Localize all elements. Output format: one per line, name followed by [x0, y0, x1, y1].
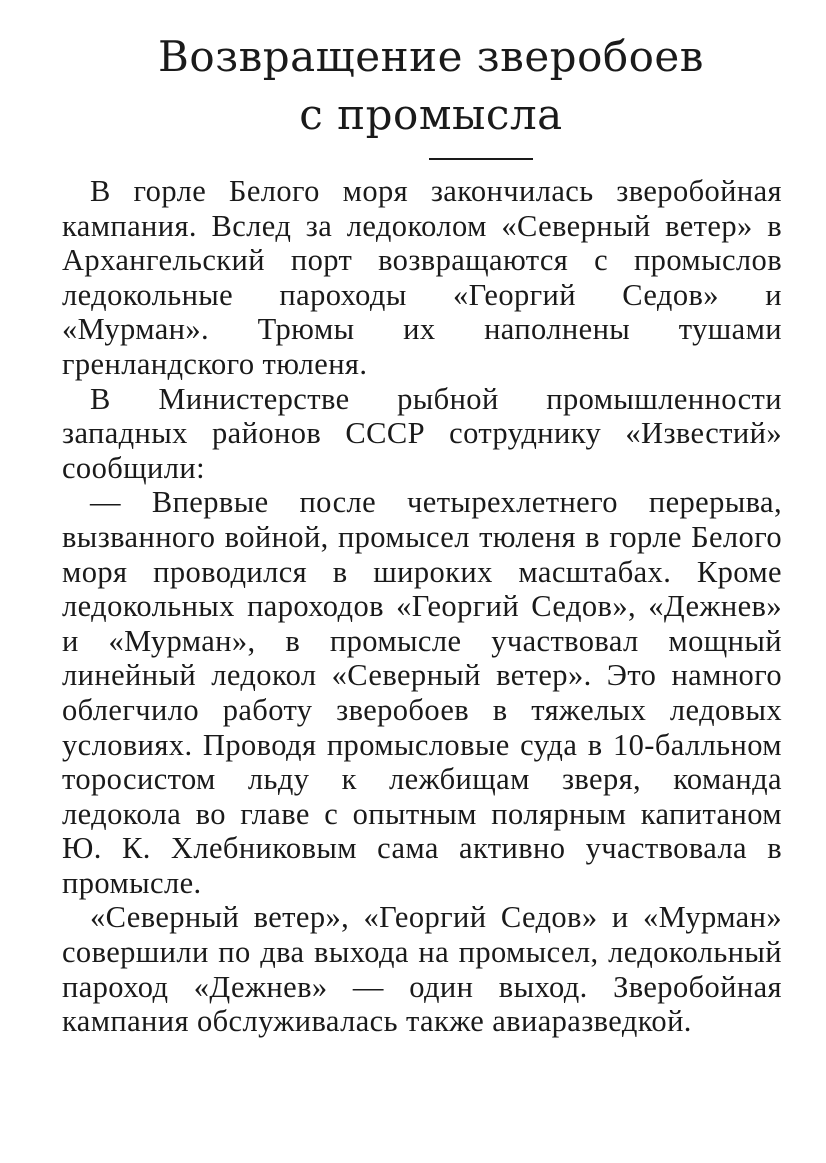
- article-body: [62, 174, 782, 1039]
- paragraph-4: «Северный ветер», «Георгий Седов» и «Мурман» совершили по два выхода на промысел, ледокольный пароход «Дежнев» — один выход. Зверобойная кампания обслуживалась также авиаразведкой.: [62, 900, 782, 1039]
- article-title: [62, 28, 782, 144]
- paragraph-1: В горле Белого моря закончилась зверобойная кампания. Вслед за ледоколом «Северный ветер» в Архангельский порт возвращаются с промыслов ледокольные пароходы «Георгий Седов» и «Мурман». Трюмы их наполнены тушами гренландского тюленя.: [62, 174, 782, 381]
- title-line-1: Возвращение зверобоев: [158, 32, 704, 81]
- title-divider: [429, 158, 533, 160]
- title-line-2: с промысла: [299, 90, 563, 139]
- paragraph-2: В Министерстве рыбной промышленности западных районов СССР сотруднику «Известий» сообщили:: [62, 381, 782, 485]
- paragraph-3: — Впервые после четырехлетнего перерыва, вызванного войной, промысел тюленя в горле Белого моря проводился в широких масштабах. Кроме ледокольных пароходов «Георгий Седов», «Дежнев» и «Мурман», в промысле участвовал мощный линейный ледокол «Северный ветер». Это намного облегчило работу зверобоев в тяжелых ледовых условиях. Проводя промысловые суда в 10-балльном торосистом льду к лежбищам зверя, команда ледокола во главе с опытным полярным капитаном Ю. К. Хлебниковым сама активно участвовала в промысле.: [62, 485, 782, 900]
